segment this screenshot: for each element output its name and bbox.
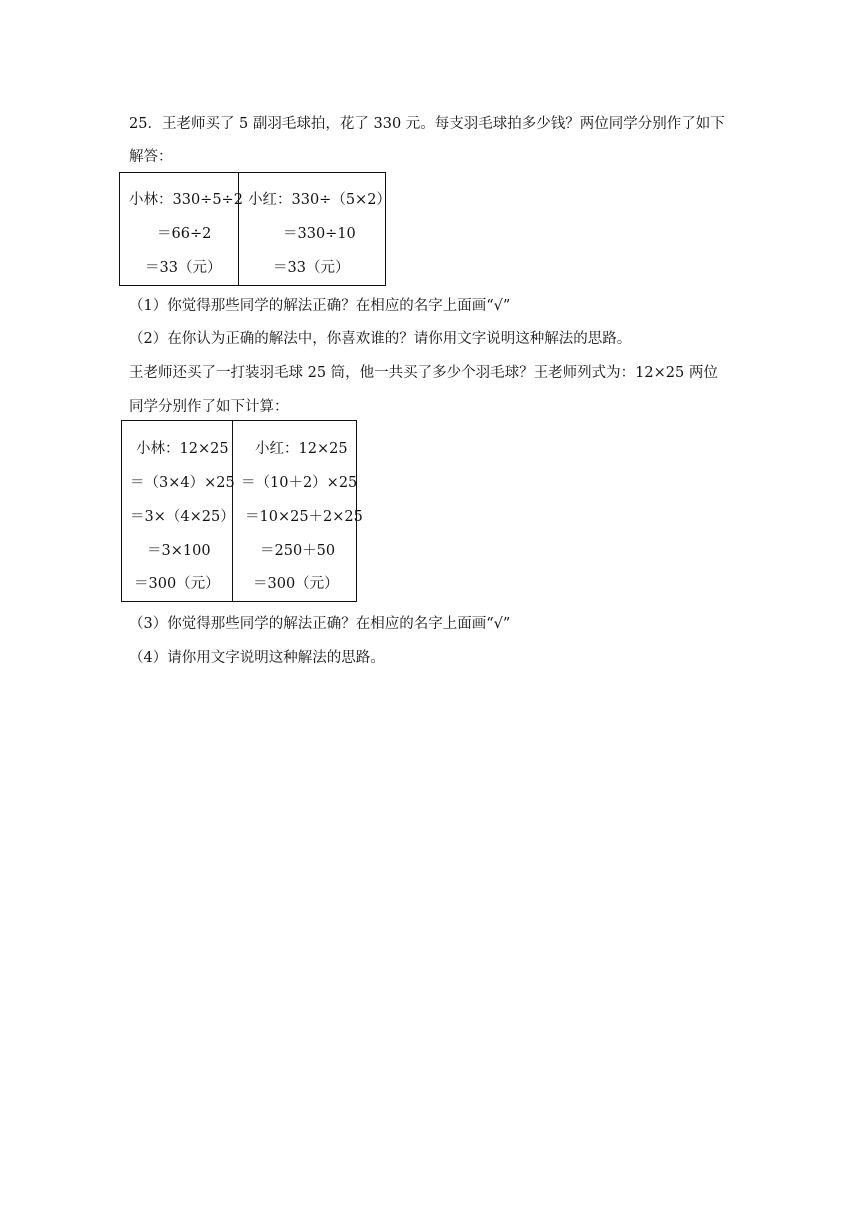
solution-table-2	[121, 420, 363, 602]
problem-statement-line-4: 同学分别作了如下计算：	[129, 399, 289, 415]
xiaohong-calc-step-3: ＝10×25＋2×25	[245, 509, 363, 525]
question-4: （4）请你用文字说明这种解法的思路。	[129, 650, 385, 666]
xiaolin-step-2: ＝66÷2	[157, 226, 212, 242]
xiaolin-solution-1	[120, 173, 243, 286]
xiaohong-calc-step-1: 小红：12×25	[255, 441, 348, 457]
xiaohong-step-1: 小红：330÷（5×2）	[248, 192, 391, 208]
xiaohong-calc-step-5: ＝300（元）	[253, 576, 339, 592]
xiaohong-calc-step-4: ＝250＋50	[260, 543, 336, 559]
problem-statement-line-1: 25．王老师买了 5 副羽毛球拍，花了 330 元。每支羽毛球拍多少钱？两位同学分别作了如下	[129, 116, 725, 132]
problem-statement-line-2: 解答：	[129, 149, 173, 165]
xiaolin-calc-step-5: ＝300（元）	[134, 576, 220, 592]
xiaolin-calc-step-1: 小林：12×25	[136, 441, 229, 457]
solution-table-1	[119, 172, 391, 286]
question-3: （3）你觉得那些同学的解法正确？在相应的名字上面画“√”	[129, 616, 511, 632]
xiaolin-calc-step-3: ＝3×（4×25）	[130, 509, 235, 525]
xiaohong-step-2: ＝330÷10	[283, 226, 356, 242]
xiaolin-calc-step-2: ＝（3×4）×25	[130, 475, 235, 491]
xiaolin-calc-step-4: ＝3×100	[147, 543, 211, 559]
question-2: （2）在你认为正确的解法中，你喜欢谁的？请你用文字说明这种解法的思路。	[129, 331, 632, 347]
question-1: （1）你觉得那些同学的解法正确？在相应的名字上面画“√”	[129, 298, 511, 314]
problem-statement-line-3: 王老师还买了一打装羽毛球 25 筒，他一共买了多少个羽毛球？王老师列式为：12×25 两位	[129, 365, 718, 381]
xiaolin-step-1: 小林：330÷5÷2	[129, 192, 243, 208]
xiaohong-calc-step-2: ＝（10＋2）×25	[241, 475, 358, 491]
xiaohong-solution-1	[239, 173, 391, 286]
xiaolin-step-3: ＝33（元）	[145, 260, 222, 276]
xiaohong-solution-2	[233, 421, 363, 602]
xiaolin-solution-2	[122, 421, 233, 602]
xiaohong-step-3: ＝33（元）	[273, 260, 350, 276]
